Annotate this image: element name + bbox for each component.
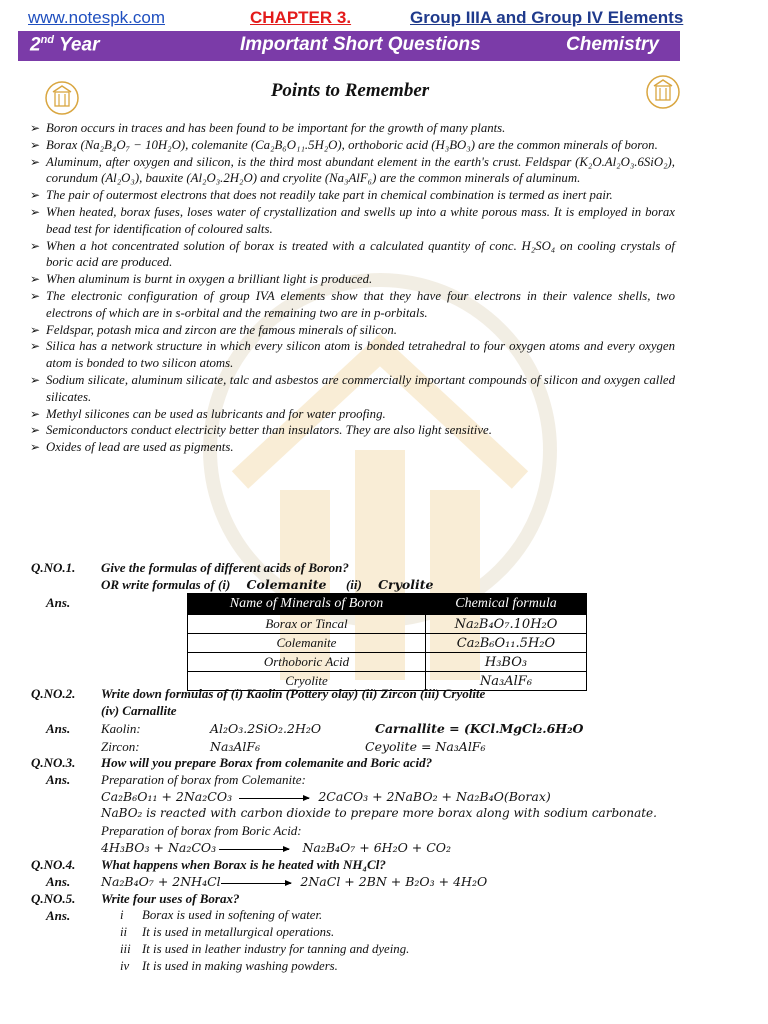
year-label: 2nd Year — [30, 34, 100, 56]
nabo2-note: NaBO₂ is reacted with carbon dioxide to prepare more borax along with sodium carbonate. — [101, 806, 657, 820]
page-title: Points to Remember — [270, 80, 430, 101]
point-item — [30, 187, 675, 204]
point-item — [30, 338, 675, 372]
use-number: iii — [120, 942, 131, 956]
point-text: Boron occurs in traces and has been found to be important for the growth of many plants. — [46, 121, 506, 135]
prep-boric-acid-title: Preparation of borax from Boric Acid: — [101, 823, 302, 838]
banner-title: Important Short Questions — [240, 34, 481, 55]
point-text: Methyl silicones can be used as lubricants and for water proofing. — [46, 406, 386, 421]
point-item — [30, 288, 675, 322]
reaction-arrow-icon — [221, 883, 291, 884]
point-item — [30, 154, 675, 188]
q5-question: Write four uses of Borax? — [101, 891, 240, 906]
point-text: When aluminum is burnt in oxygen a brilliant light is produced. — [46, 272, 373, 287]
mineral-name-cell: Borax or Tincal — [188, 615, 426, 634]
bullet-arrow-icon: ➢ — [30, 137, 41, 152]
bullet-arrow-icon: ➢ — [30, 188, 41, 203]
point-text: Aluminum, after oxygen and silicon, is the third most abundant element in the earth's crust. Feldspar (K₂O.Al₂O₃.6SiO₂), corundum (Al₂O₃), bauxite (Al₂O₃.2H₂O) and cryolite (Na₃AlF₆) are the common minerals of aluminum. — [46, 154, 675, 186]
point-item — [30, 322, 675, 339]
use-number: iv — [120, 959, 130, 973]
q3-question: How will you prepare Borax from colemanite and Boric acid? — [101, 755, 433, 770]
bullet-arrow-icon: ➢ — [30, 406, 41, 421]
use-item — [120, 908, 620, 925]
q2-question-line2: (iv) Carnallite — [101, 703, 177, 718]
nh4cl-equation: Na₂B₄O₇ + 2NH₄Cl 2NaCl + 2BN + B₂O₃ + 4H₂O — [101, 874, 488, 889]
kaolin-formula: Al₂O₃.2SiO₂.2H₂O — [210, 721, 322, 736]
formula-cell: Ca₂B₆O₁₁.5H₂O — [425, 634, 586, 653]
q1-number: Q.NO.1. — [31, 560, 76, 575]
chapter-title: Group IIIA and Group IV Elements — [410, 8, 684, 27]
formula-cell: Na₂B₄O₇.10H₂O — [425, 615, 586, 634]
point-text: Oxides of lead are used as pigments. — [46, 440, 234, 455]
reaction-arrow-icon — [219, 849, 289, 850]
q5-number: Q.NO.5. — [31, 891, 76, 906]
point-text: The electronic configuration of group IVA elements show that they have four electrons in their valence shells, two electrons of which are in s-orbital and the remaining two are in p-orbitals. — [46, 288, 675, 320]
bullet-arrow-icon: ➢ — [30, 238, 41, 253]
use-text: It is used in metallurgical operations. — [142, 925, 335, 939]
table-header: Chemical formula — [425, 594, 586, 615]
q5-answer-label: Ans. — [46, 908, 71, 923]
use-item — [120, 942, 620, 959]
bullet-arrow-icon: ➢ — [30, 121, 41, 135]
point-text: Silica has a network structure in which every silicon atom is bonded tetrahedral to four oxygen atoms and every oxygen atom is bonded to two silicon atoms. — [46, 339, 675, 371]
mineral-name-cell: Colemanite — [188, 634, 426, 653]
point-item — [30, 137, 675, 154]
formula-cell: Na₃AlF₆ — [425, 672, 586, 691]
colemanite-equation: Ca₂B₆O₁₁ + 2Na₂CO₃ 2CaCO₃ + 2NaBO₂ + Na₂B₄O(Borax) — [101, 789, 551, 804]
q4-question: What happens when Borax is he heated with NH₄Cl? — [101, 857, 386, 872]
zircon-label: Zircon: — [101, 739, 140, 754]
point-text: The pair of outermost electrons that does not readily take part in chemical combination is termed as inert pair. — [46, 188, 613, 203]
point-item — [30, 120, 675, 137]
point-item — [30, 204, 675, 238]
bullet-arrow-icon: ➢ — [30, 272, 41, 287]
bullet-arrow-icon: ➢ — [30, 372, 41, 387]
bullet-arrow-icon: ➢ — [30, 154, 41, 169]
point-item — [30, 271, 675, 288]
use-text: It is used in making washing powders. — [142, 959, 338, 973]
borax-uses-list — [120, 908, 620, 976]
q2-number: Q.NO.2. — [31, 686, 76, 701]
q4-answer-label: Ans. — [46, 874, 71, 889]
boric-acid-equation: 4H₃BO₃ + Na₂CO₃ Na₂B₄O₇ + 6H₂O + CO₂ — [101, 840, 452, 855]
q1-question: Give the formulas of different acids of Boron? — [101, 560, 349, 575]
chapter-label: CHAPTER 3. — [250, 8, 352, 27]
use-number: ii — [120, 925, 128, 939]
use-text: It is used in leather industry for tanning and dyeing. — [142, 942, 410, 956]
use-number: i — [120, 908, 124, 922]
point-text: Semiconductors conduct electricity better than insulators. They are also light sensitive. — [46, 423, 492, 438]
table-header: Name of Minerals of Boron — [188, 594, 426, 615]
prep-colemanite-title: Preparation of borax from Colemanite: — [101, 772, 306, 787]
use-text: Borax is used in softening of water. — [142, 908, 323, 922]
point-item — [30, 238, 675, 272]
use-item — [120, 925, 620, 942]
point-item — [30, 372, 675, 406]
reaction-arrow-icon — [239, 798, 309, 799]
point-text: Sodium silicate, aluminum silicate, talc and asbestos are commercially important compounds of silicon and oxygen called silicates. — [46, 372, 675, 404]
point-item — [30, 422, 675, 439]
q4-number: Q.NO.4. — [31, 857, 76, 872]
mineral-name-cell: Orthoboric Acid — [188, 653, 426, 672]
points-list — [30, 120, 675, 456]
point-item — [30, 406, 675, 423]
bullet-arrow-icon: ➢ — [30, 423, 41, 438]
mineral-name-cell: Cryolite — [188, 672, 426, 691]
q3-number: Q.NO.3. — [31, 755, 76, 770]
table-row — [188, 615, 587, 634]
bullet-arrow-icon: ➢ — [30, 339, 41, 354]
zircon-formula: Na₃AlF₆ — [210, 739, 261, 754]
point-text: Borax (Na₂B₄O₇ − 10H₂O), colemanite (Ca₂B₆O₁₁.5H₂O), orthoboric acid (H₃BO₃) are the common minerals of boron. — [46, 137, 658, 152]
point-item — [30, 439, 675, 456]
kaolin-label: Kaolin: — [101, 721, 141, 736]
boron-minerals-table — [187, 593, 587, 691]
ceyolite-formula: Ceyolite = Na₃AlF₆ — [365, 739, 486, 754]
site-link[interactable]: www.notespk.com — [28, 8, 165, 27]
point-text: Feldspar, potash mica and zircon are the famous minerals of silicon. — [46, 322, 397, 337]
q1-question-alt: OR write formulas of (i) Colemanite (ii) Cryolite — [101, 577, 434, 592]
point-text: When heated, borax fuses, loses water of crystallization and swells up into a white porous mass. It is employed in borax bead test for identification of coloured salts. — [46, 204, 675, 236]
bullet-arrow-icon: ➢ — [30, 440, 41, 455]
bullet-arrow-icon: ➢ — [30, 288, 41, 303]
point-text: When a hot concentrated solution of borax is treated with a calculated quantity of conc. H₂SO₄ on cooling crystals of boric acid are produced. — [46, 238, 675, 270]
q3-answer-label: Ans. — [46, 772, 71, 787]
formula-cell: H₃BO₃ — [425, 653, 586, 672]
q2-question: Write down formulas of (i) Kaolin (Pottery olay) (ii) Zircon (iii) Cryolite — [101, 686, 486, 701]
bullet-arrow-icon: ➢ — [30, 322, 41, 337]
header-banner — [18, 31, 680, 61]
table-row — [188, 634, 587, 653]
subject-label: Chemistry — [566, 34, 659, 55]
bullet-arrow-icon: ➢ — [30, 204, 41, 219]
carnallite-formula: Carnallite = (KCl.MgCl₂.6H₂O — [375, 721, 584, 736]
q2-answer-label: Ans. — [46, 721, 71, 736]
q1-answer-label: Ans. — [46, 595, 71, 610]
use-item — [120, 959, 620, 976]
table-row — [188, 653, 587, 672]
